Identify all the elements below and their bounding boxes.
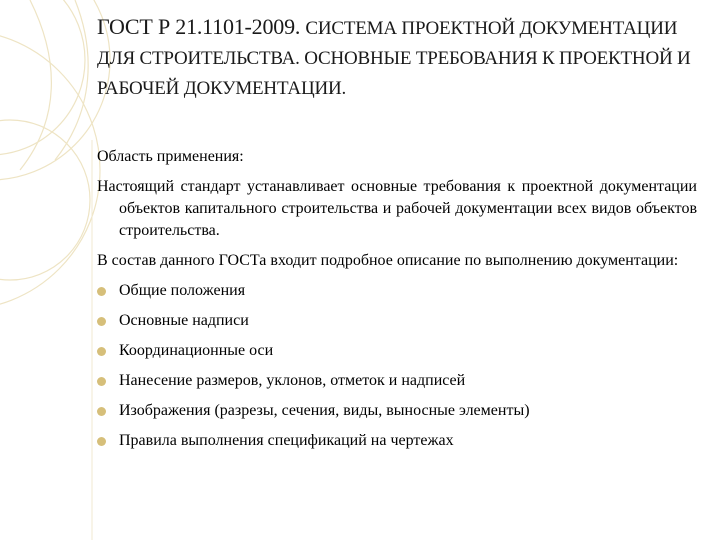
- list-item: [97, 310, 697, 332]
- bullet-dot-icon: [97, 317, 106, 326]
- bullet-dot-icon: [97, 437, 106, 446]
- list-item: [97, 280, 697, 302]
- scope-text: Настоящий стандарт устанавливает основные требования к проектной документации объектов капитального строительства и рабочей документации всех видов объектов строительства.: [97, 178, 697, 239]
- bullet-dot-icon: [97, 287, 106, 296]
- list-item: [97, 400, 697, 422]
- list-item-text: Изображения (разрезы, сечения, виды, выносные элементы): [119, 402, 530, 419]
- scope-heading: Область применения:: [97, 148, 244, 165]
- list-item: [97, 370, 697, 392]
- list-item: [97, 340, 697, 362]
- slide-body: [97, 146, 697, 460]
- list-item: [97, 430, 697, 452]
- title-standard-name: СИСТЕМА ПРОЕКТНОЙ ДОКУМЕНТАЦИИ ДЛЯ СТРОИТЕЛЬСТВА. ОСНОВНЫЕ ТРЕБОВАНИЯ К ПРОЕКТНОЙ И РАБОЧЕЙ ДОКУМЕНТАЦИИ.: [97, 18, 691, 99]
- bullet-dot-icon: [97, 377, 106, 386]
- contents-list: [97, 280, 697, 452]
- bullet-dot-icon: [97, 347, 106, 356]
- list-item-text: Основные надписи: [119, 312, 249, 329]
- bullet-dot-icon: [97, 407, 106, 416]
- list-item-text: Правила выполнения спецификаций на чертежах: [119, 432, 454, 449]
- list-item-text: Координационные оси: [119, 342, 274, 359]
- contents-intro: В состав данного ГОСТа входит подробное описание по выполнению документации:: [97, 252, 679, 269]
- slide-title: [97, 12, 697, 103]
- list-item-text: Нанесение размеров, уклонов, отметок и надписей: [119, 372, 466, 389]
- title-standard-number: ГОСТ Р 21.1101-2009.: [97, 14, 301, 39]
- list-item-text: Общие положения: [119, 282, 246, 299]
